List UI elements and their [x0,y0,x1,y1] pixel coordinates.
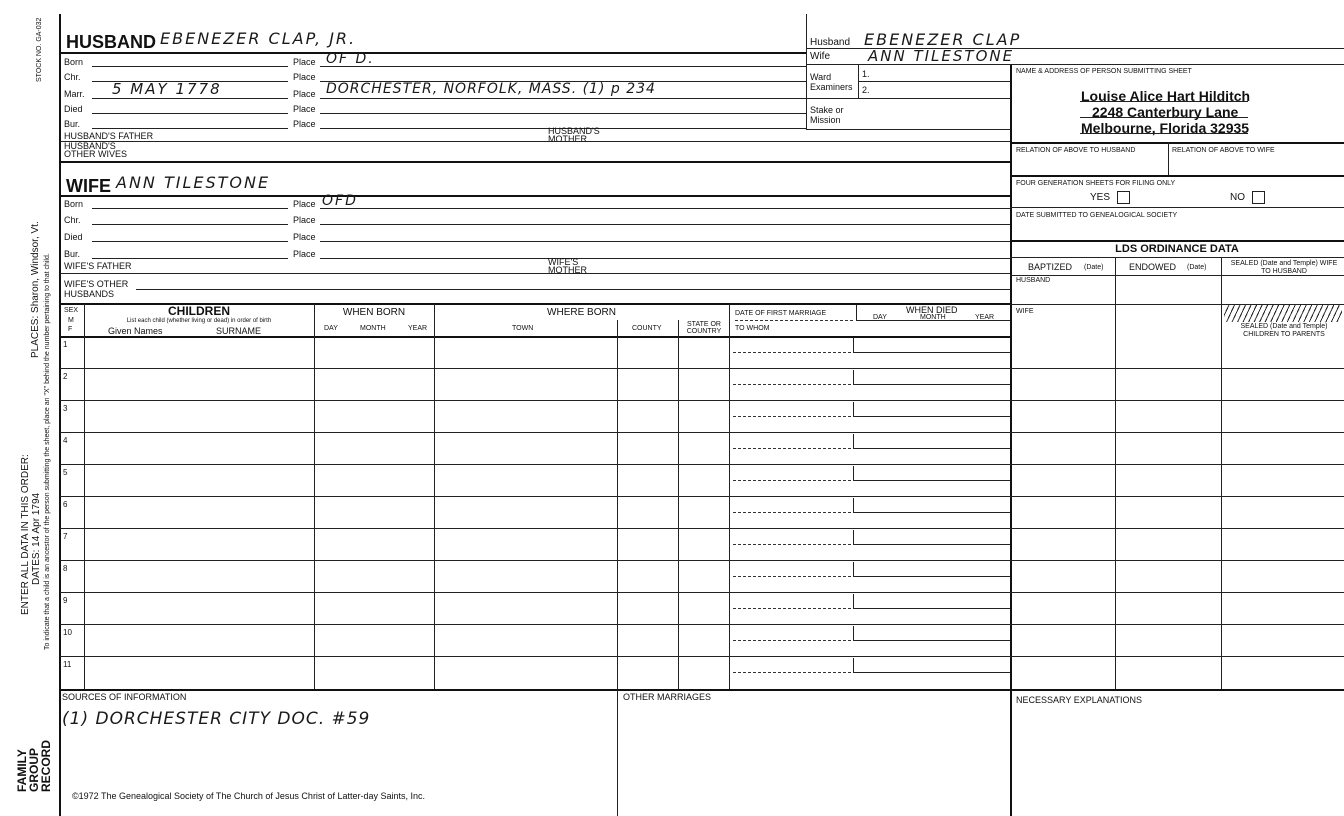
child-row-number: 1 [63,340,68,349]
other-marriages-label: OTHER MARRIAGES [623,692,712,702]
wife-chr-label: Chr. [64,215,81,225]
husband-bur-place-label: Place [293,119,316,129]
child-row-number: 11 [63,660,72,669]
ancestor-instruction: To indicate that a child is an ancestor of the person submitting the sheet, place an "X" behind the number pertaining to that child. [44,253,51,650]
husband-father-label: HUSBAND'S FATHER [64,131,154,141]
husband-marr-label: Marr. [64,89,85,99]
wife-born-place-label: Place [293,199,316,209]
wife-bur-place-label: Place [293,249,316,259]
surname-label: SURNAME [216,326,262,336]
ward-label: Ward [810,72,832,82]
enter-data-note: ENTER ALL DATA IN THIS ORDER: [20,454,31,615]
child-row-number: 8 [63,564,68,573]
husband-chr-place-label: Place [293,72,316,82]
husband-died-label: Died [64,104,83,114]
no-checkbox[interactable] [1252,191,1265,204]
husband-heading: HUSBAND [66,32,156,52]
hatched-block [1224,305,1342,322]
sealed-wife-label: SEALED (Date and Temple) WIFE TO HUSBAND [1230,260,1338,275]
submitter-label: NAME & ADDRESS OF PERSON SUBMITTING SHEET [1016,68,1192,75]
sealed-children-label: SEALED (Date and Temple) CHILDREN TO PARENTS [1240,323,1328,338]
child-row[interactable] [60,432,1344,464]
sex-label: SEX [64,307,79,314]
first-marriage-label: DATE OF FIRST MARRIAGE [735,310,827,317]
submitter-name[interactable]: Louise Alice Hart Hilditch [1081,88,1251,104]
child-row[interactable] [60,560,1344,592]
child-row-number: 5 [63,468,68,477]
wife-died-label: Died [64,232,83,242]
given-names-label: Given Names [108,326,163,336]
child-row[interactable] [60,528,1344,560]
endowed-label: ENDOWED [1129,262,1176,272]
born-month: MONTH [360,325,386,332]
explanations-label: NECESSARY EXPLANATIONS [1016,695,1143,705]
husband-other-wives-label: HUSBAND'S OTHER WIVES [64,141,128,159]
form-title: FAMILY GROUP RECORD [15,739,53,792]
right-wife-label: Wife [810,51,830,62]
wife-other-husbands-label: WIFE'S OTHER HUSBANDS [64,279,129,299]
town-label: TOWN [512,325,534,332]
wife-born-label: Born [64,199,84,209]
yes-checkbox[interactable] [1117,191,1130,204]
lds-husband-label: HUSBAND [1016,277,1051,284]
wife-died-place-label: Place [293,232,316,242]
endowed-date-label: (Date) [1187,264,1207,271]
child-row[interactable] [60,592,1344,624]
right-husband-name[interactable]: EBENEZER CLAP [864,30,1022,49]
places-note: PLACES: Sharon, Windsor, Vt. [30,221,41,358]
baptized-label: BAPTIZED [1028,262,1073,272]
child-row-number: 4 [63,436,68,445]
no-label: NO [1230,192,1245,203]
husband-chr-label: Chr. [64,72,81,82]
husband-bur-label: Bur. [64,119,81,129]
wife-father-label: WIFE'S FATHER [64,261,132,271]
child-row[interactable] [60,368,1344,400]
lds-wife-label: WIFE [1016,308,1034,315]
submitter-city[interactable]: Melbourne, Florida 32935 [1081,120,1250,136]
husband-marr-date[interactable]: 5 MAY 1778 [112,80,222,98]
wife-name[interactable]: ANN TILESTONE [116,173,271,192]
child-row-number: 10 [63,628,72,637]
born-day: DAY [324,325,338,332]
examiner-2: 2. [862,85,870,95]
yes-label: YES [1090,192,1111,203]
child-row-number: 3 [63,404,68,413]
child-row-number: 2 [63,372,68,381]
husband-name-line [60,52,806,54]
stake-label: Stake or Mission [810,105,844,125]
child-row-number: 9 [63,596,68,605]
right-wife-name[interactable]: ANN TILESTONE [868,47,1015,65]
child-row-number: 6 [63,500,68,509]
child-row[interactable] [60,624,1344,656]
sex-m: M [68,317,74,324]
child-row[interactable] [60,496,1344,528]
list-note: List each child (whether living or dead) in order of birth [126,318,272,324]
wife-heading: WIFE [66,176,111,196]
right-husband-label: Husband [810,37,851,48]
died-year: YEAR [975,314,995,321]
examiners-label: Examiners [810,82,853,92]
four-gen-label: FOUR GENERATION SHEETS FOR FILING ONLY [1016,180,1176,187]
husband-born-label: Born [64,57,84,67]
dates-note: DATES: 14 Apr 1794 [31,492,42,585]
lds-title: LDS ORDINANCE DATA [1115,243,1239,255]
state-label: STATE OR COUNTRY [686,321,722,335]
died-month: MONTH [920,314,946,321]
husband-name[interactable]: EBENEZER CLAP, JR. [160,29,357,48]
husband-marr-place[interactable]: DORCHESTER, NORFOLK, MASS. (1) p 234 [326,81,656,97]
when-died-label: WHEN DIED [906,305,958,315]
wife-born-place[interactable]: OFD [322,193,358,209]
submitter-street[interactable]: 2248 Canterbury Lane [1092,104,1239,120]
sources-label: SOURCES OF INFORMATION [62,692,187,702]
children-label: CHILDREN [168,304,230,318]
where-born-label: WHERE BORN [547,307,616,318]
to-whom-label: TO WHOM [735,325,770,332]
child-row[interactable] [60,400,1344,432]
examiner-1: 1. [862,69,870,79]
died-day: DAY [873,314,887,321]
husband-marr-place-label: Place [293,89,316,99]
copyright: ©1972 The Genealogical Society of The Church of Jesus Christ of Latter-day Saints, Inc. [72,791,425,801]
date-submitted-label: DATE SUBMITTED TO GENEALOGICAL SOCIETY [1016,212,1178,219]
sex-f: F [68,326,73,333]
baptized-date-label: (Date) [1084,264,1104,271]
husband-mother-label: HUSBAND'S MOTHER [548,126,600,144]
husband-born-place[interactable]: OF D. [326,51,375,67]
child-row-number: 7 [63,532,68,541]
child-row[interactable] [60,464,1344,496]
wife-chr-place-label: Place [293,215,316,225]
wife-mother-label: WIFE'S MOTHER [548,257,587,275]
wife-bur-label: Bur. [64,249,81,259]
county-label: COUNTY [632,325,662,332]
husband-died-place-label: Place [293,104,316,114]
husband-born-place-label: Place [293,57,316,67]
born-year: YEAR [408,325,428,332]
child-row[interactable] [60,656,1344,688]
when-born-label: WHEN BORN [342,307,406,318]
relation-to-husband: RELATION OF ABOVE TO HUSBAND [1016,147,1136,154]
child-row[interactable] [60,336,1344,368]
stock-number: STOCK NO. GA-032 [36,17,43,82]
relation-to-wife: RELATION OF ABOVE TO WIFE [1172,147,1275,154]
top-right-divider [806,14,807,129]
sources-value[interactable]: (1) DORCHESTER CITY DOC. #59 [62,709,371,729]
